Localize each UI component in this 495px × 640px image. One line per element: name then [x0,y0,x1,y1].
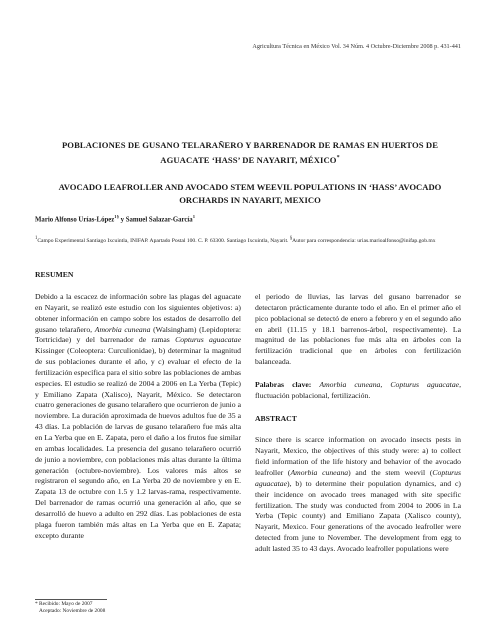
keyword-amorbia: Amorbia cuneana [319,379,381,389]
right-column [255,292,461,555]
resumen-text-a: Debido a la escacez de información sobre las plagas del aguacate en Nayarit, se realizó este estudio con los siguientes objetivos: a) obtener información en campo sobre los estados de desarrollo del gusano telarañero, [35,292,241,334]
abstract-species-copturus: Copturus aguacatae [255,467,462,488]
abstract-heading: ABSTRACT [255,413,297,423]
received-date: * Recibido: Mayo de 2007 [35,601,93,607]
running-head: Agricultura Técnica en México Vol. 34 Núm. 4 Octubre-Diciembre 2008 p. 431-441 [252,43,461,50]
left-column [35,292,241,541]
resumen-text-b: (Walsingham) (Lepidoptera: Tortricidae) y del barrenador de ramas [35,324,241,345]
resumen-continuation: el periodo de lluvias, las larvas del gusano barrenador se detectaron prácticamente durante todo el año. En el primer año el pico poblacional se detectó de enero a febrero y en el segundo año en abril (11.15 y 18.1 barrenos-árbol, respectivamente). La magnitud de las poblaciones fue más alta en árboles con la fertilización tradicional que en árboles con fertilización balanceada. [255,292,461,367]
title-footnote-mark: * [336,154,340,161]
resumen-paragraph [35,292,241,541]
resumen-heading: RESUMEN [35,270,74,279]
abstract-text-c: ), b) to determine their population dynamics, and c) their incidence on avocado trees managed with site specific fertilization. The study was conducted from 2004 to 2006 in La Yerba (Tepic county) and Emiliano Zapata (Xalisco county), Nayarit, Mexico. Four generations of the avocado leafroller were detected from june to November. The development from egg to adult lasted 35 to 43 days. Avocado leafroller populations were [255,478,461,553]
author-2-mark: 1 [192,214,196,219]
footnote [35,601,105,616]
affiliation-mark-2: § [289,236,293,241]
species-amorbia: Amorbia cuneana [94,324,151,334]
resumen-text-c: Kissinger (Coleoptera: Curculionidae), b) determinar la magnitud de sus poblaciones durante el año, y c) evaluar el efecto de la fertilización específica para el sitio sobre las poblaciones de ambas especies. El estudio se realizó de 2004 a 2006 en La Yerba (Tepic) y Emiliano Zapata (Xalisco), Nayarit, México. Se detectaron cuatro generaciones de gusano telarañero que ocurrieron de junio a noviembre. La duración aproximada de huevos adultos fue de 35 a 43 días. La población de larvas de gusano telarañero fue más alta en La Yerba que en E. Zapata, pero el daño a los frutos fue similar en ambas localidades. La presencia del gusano telarañero ocurrió de junio a noviembre, con poblaciones más altas durante la última generación (octubre-noviembre). Los valores más altos se registraron el segundo año, en La Yerba 20 de noviembre y en E. Zapata 13 de octubre con 1.5 y 1.2 larvas-rama, respectivamente. Del barrenador de ramas ocurrió una generación al año, que se desarrolló de huevo a adulto en 292 días. Las poblaciones de esta plaga fueron también más altas en La Yerba que en E. Zapata; excepto durante [35,346,241,540]
corresponding-author: Autor para correspondencia: urias.marioalfonso@inifap.gob.mx [292,237,436,244]
spanish-title [60,139,440,166]
abstract-paragraph [255,435,461,554]
abstract-text-a: Since there is scarce information on avocado insects pests in Nayarit, Mexico, the objectives of this study were: a) to collect field information of the life history and behavior of the avocado leafroller ( [255,435,461,477]
keyword-copturus: Copturus aguacatae [390,379,460,389]
footnote-rule [35,599,107,600]
affiliation [35,235,461,245]
keyword-separator: , [380,379,391,389]
author-1: Mario Alfonso Urías-López [35,216,115,224]
keywords [255,380,461,402]
spanish-title-text: POBLACIONES DE GUSANO TELARAÑERO Y BARRENADOR DE RAMAS EN HUERTOS DE AGUACATE ‘HASS’ DE NAYARIT, MÉXICO [61,140,439,165]
keywords-rest: , fluctuación poblacional, fertilización. [255,379,462,400]
author-2: Samuel Salazar-García [125,216,193,224]
accepted-date: Aceptado: Noviembre de 2008 [39,608,106,615]
species-copturus: Copturus aguacatae [175,335,241,345]
abstract-text-b: ) and the stem weevil ( [348,467,433,477]
affiliation-mark-1: 1 [35,236,38,241]
affiliation-text: Campo Experimental Santiago Ixcuintla, INIFAP. Apartado Postal 100. C. P. 63300. Santiago Ixcuintla, Nayarit. [37,237,290,244]
keywords-label: Palabras clave: [255,379,320,389]
english-title: AVOCADO LEAFROLLER AND AVOCADO STEM WEEVIL POPULATIONS IN ‘HASS’ AVOCADO ORCHARDS IN NAYARIT, MEXICO [58,182,442,205]
abstract-species-amorbia: Amorbia cuneana [290,467,349,477]
author-conjunction: y [118,216,126,224]
author-line [35,214,195,223]
author-1-mark: 1§ [114,214,119,219]
